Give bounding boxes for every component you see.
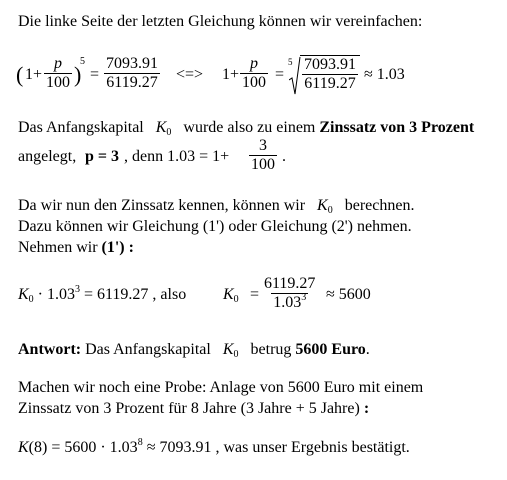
eq2-k2-wrap — [223, 286, 239, 306]
check-line2 — [18, 399, 369, 419]
eq2-k2-sub: 0 — [233, 294, 239, 305]
p2-bold: Zinssatz von 3 Prozent — [319, 119, 475, 136]
eq2-mid: · 1.03 — [37, 286, 75, 303]
eq3-exp: 8 — [137, 437, 143, 448]
p4-line2b: : — [363, 400, 370, 417]
eq2-exp: 3 — [75, 284, 80, 295]
eq2-approx: ≈ 5600 — [326, 286, 371, 303]
eq2-k: K — [18, 286, 29, 303]
eq2-lhs — [18, 286, 186, 306]
eq1-equals: = — [90, 66, 100, 83]
eq1-one-plus-b: 1+ — [222, 66, 240, 83]
eq1-implies: <=> — [176, 66, 204, 83]
eq2-rest: = 6119.27 , also — [84, 286, 187, 303]
eq1-equals-b: = — [275, 66, 285, 83]
p2-text-d: , denn 1.03 = 1+ — [124, 148, 230, 165]
open-paren: ( — [16, 62, 24, 87]
check-line1: Machen wir noch eine Probe: Anlage von 5600 Euro mit einem — [18, 379, 424, 396]
answer-label: Antwort: — [18, 341, 82, 358]
close-paren: ) — [74, 62, 82, 87]
root-den: 6119.27 — [304, 75, 356, 92]
eq3-rest: ≈ 7093.91 , was unser Ergebnis bestätigt. — [146, 439, 410, 456]
eq1-fraction-b — [240, 55, 268, 92]
calc-intro-line2: Dazu können wir Gleichung (1') oder Gleichung (2') nehmen. — [18, 218, 412, 235]
eq2-fraction — [262, 275, 317, 314]
answer-k-sub: 0 — [233, 349, 239, 360]
p3-k: K — [317, 197, 328, 214]
p3-line1a: Da wir nun den Zinssatz kennen, können wir — [18, 197, 306, 214]
eq1-p: p — [54, 55, 62, 72]
eq2-k-sub: 0 — [28, 294, 34, 305]
root-num: 7093.91 — [304, 56, 356, 73]
p3-line3a: Nehmen wir — [18, 239, 98, 256]
eq2-equals: = — [250, 286, 260, 303]
p4-line2a: Zinssatz von 3 Prozent für 8 Jahre (3 Jahre + 5 Jahre) — [18, 400, 360, 417]
eq1-fraction — [44, 55, 72, 92]
eq3-k: K — [18, 439, 29, 456]
eq1-p-b: p — [250, 55, 258, 72]
eq1-hundred-b: 100 — [242, 74, 266, 91]
root-index: 5 — [288, 57, 293, 67]
eq1-den: 6119.27 — [106, 74, 158, 91]
calc-intro-line3 — [18, 238, 134, 258]
eq2-den-exp: 3 — [301, 292, 307, 303]
p2-text-a: Das Anfangskapital — [18, 119, 144, 136]
eq1-num: 7093.91 — [106, 55, 158, 72]
p2-k-sub: 0 — [166, 127, 172, 138]
eq1-one-plus: 1+ — [25, 66, 43, 83]
eq3-paren: (8) — [28, 439, 48, 456]
p2-end: . — [282, 148, 286, 165]
eq2-k2: K — [223, 286, 234, 303]
answer-bold: 5600 Euro — [295, 341, 366, 358]
eq1-value-fraction — [104, 55, 160, 92]
p3-line1b: berechnen. — [344, 197, 415, 214]
eq1-approx: ≈ 1.03 — [364, 66, 405, 83]
eq1-exponent: 5 — [80, 56, 85, 67]
answer-k: K — [222, 341, 234, 358]
answer-end: . — [365, 341, 370, 358]
root-fraction — [300, 55, 360, 93]
eq2-num: 6119.27 — [264, 275, 316, 292]
p2-fraction — [249, 137, 277, 174]
p3-k-sub: 0 — [327, 205, 333, 216]
p2-k: K — [155, 119, 167, 136]
intro-text: Die linke Seite der letzten Gleichung können wir vereinfachen: — [18, 13, 423, 30]
eq3-mid: = 5600 · 1.03 — [51, 439, 138, 456]
p2-p-eq: p = 3 — [85, 148, 120, 165]
eq2-den: 1.03 — [273, 294, 302, 311]
answer-line — [18, 340, 370, 362]
p2-frac-den: 100 — [251, 156, 275, 173]
p2-text-c: angelegt, — [18, 148, 77, 165]
p3-line3b: (1') : — [101, 239, 134, 256]
equation-3 — [18, 438, 410, 460]
calc-intro-line1 — [18, 196, 414, 218]
capital-sentence — [18, 118, 474, 140]
eq1-hundred: 100 — [46, 74, 70, 91]
answer-text2: betrug — [250, 341, 292, 358]
p2-text-b: wurde also zu einem — [183, 119, 316, 136]
p2-frac-num: 3 — [259, 137, 267, 154]
answer-text: Das Anfangskapital — [85, 341, 211, 358]
